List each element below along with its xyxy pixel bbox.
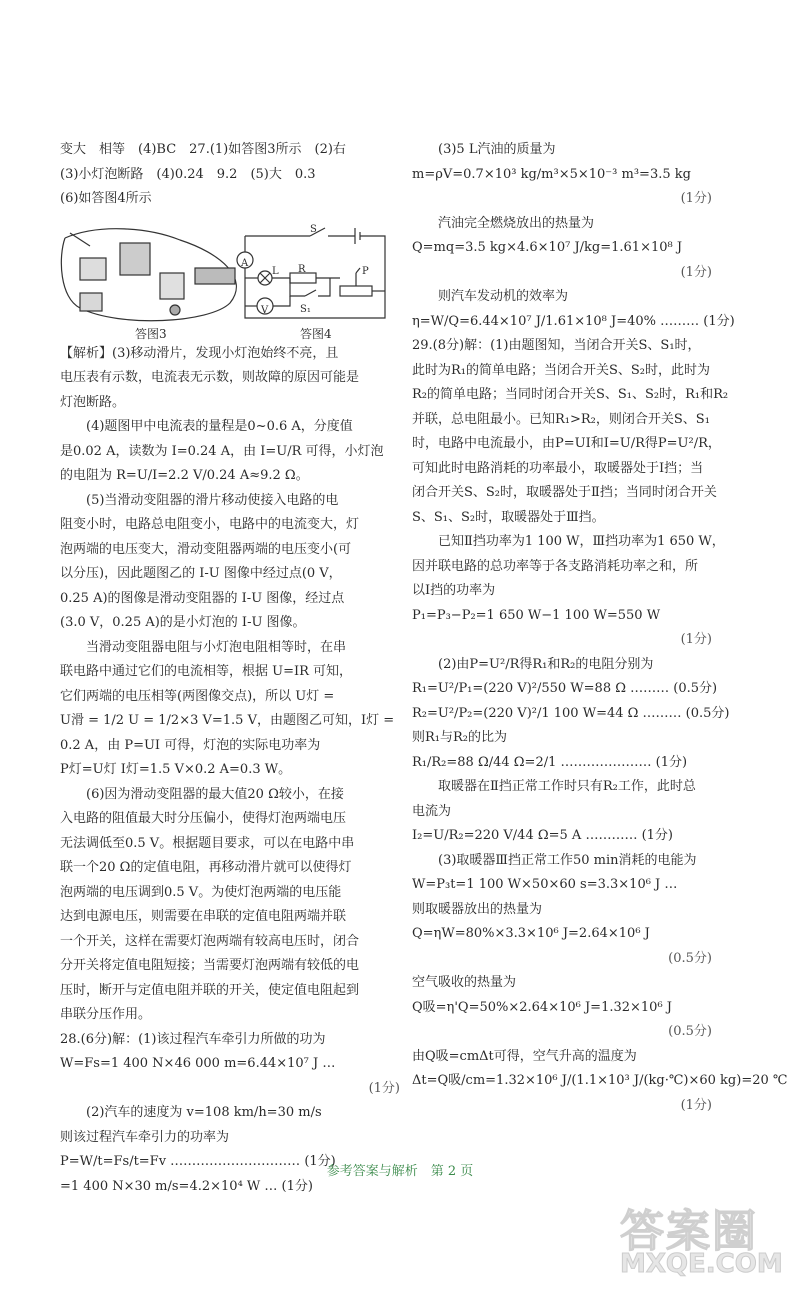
- circuit-diagrams-svg: [60, 218, 390, 338]
- text-line: 并联，总电阻最小。已知R₁>R₂，则闭合开关S、S₁: [412, 411, 710, 427]
- text-line: 此时为R₁的简单电路；当闭合开关S、S₂时，此时为: [412, 362, 711, 378]
- text-line: 时，电路中电流最小，由P=UI和I=U/R得P=U²/R，: [412, 436, 721, 451]
- text-line: Q=ηW=80%×3.3×10⁶ J=2.64×10⁶ J: [412, 926, 650, 941]
- label-ammeter: A: [241, 257, 249, 269]
- text-line: (3.0 V，0.25 A)的是小灯泡的 I-U 图像。: [60, 615, 306, 630]
- text-line: (0.5分): [668, 1024, 712, 1039]
- text-line: Q吸=η'Q=50%×2.64×10⁶ J=1.32×10⁶ J: [412, 999, 673, 1015]
- text-line: R₁/R₂=88 Ω/44 Ω=2/1 ………………… (1分): [412, 754, 688, 770]
- text-line: (1分): [680, 632, 712, 647]
- text-line: R₁=U²/P₁=(220 V)²/550 W=88 Ω ……… (0.5分): [412, 681, 718, 696]
- label-switch-s1: S₁: [300, 303, 311, 315]
- text-line: 一个开关，这样在需要灯泡两端有较高电压时，闭合: [60, 933, 360, 949]
- text-line: P=W/t=Fs/t=Fv ………………………… (1分): [60, 1154, 336, 1169]
- text-line: 泡两端的电压变大，滑动变阻器两端的电压变小(可: [60, 541, 352, 557]
- text-line: =1 400 N×30 m/s=4.2×10⁴ W … (1分): [60, 1178, 313, 1194]
- text-line: (1分): [680, 264, 712, 280]
- text-line: 压时，断开与定值电阻并联的开关，使定值电阻起到: [60, 982, 360, 998]
- text-line: 联电路中通过它们的电流相等，根据 U=IR 可知，: [60, 664, 353, 679]
- text-line: 联一个20 Ω的定值电阻，再移动滑片就可以使得灯: [60, 860, 352, 875]
- text-line: S、S₁、S₂时，取暖器处于Ⅲ挡。: [412, 509, 605, 525]
- label-lamp: L: [272, 265, 279, 277]
- text-line: 的电阻为 R=U/I=2.2 V/0.24 A≈9.2 Ω。: [60, 468, 309, 483]
- text-line: W=P₃t=1 100 W×50×60 s=3.3×10⁶ J …: [412, 877, 678, 892]
- text-line: (0.5分): [668, 950, 712, 966]
- text-line: 取暖器在Ⅱ挡正常工作时只有R₂工作，此时总: [438, 779, 696, 794]
- text-line: 是0.02 A，读数为 I=0.24 A，由 I=U/R 可得，小灯泡: [60, 443, 384, 459]
- label-resistor: R: [298, 263, 306, 275]
- text-line: 入电路的阻值最大时分压偏小，使得灯泡两端电压: [60, 811, 347, 826]
- text-line: Q=mq=3.5 kg×4.6×10⁷ J/kg=1.61×10⁸ J: [412, 240, 683, 255]
- text-line: R₂=U²/P₂=(220 V)²/1 100 W=44 Ω ……… (0.5分): [412, 705, 730, 721]
- text-line: 串联分压作用。: [60, 1007, 152, 1022]
- text-line: (1分): [680, 191, 712, 206]
- text-line: 29.(8分)解：(1)由题图知，当闭合开关S、S₁时，: [412, 338, 701, 353]
- text-line: 【解析】(3)移动滑片，发现小灯泡始终不亮，且: [60, 345, 339, 361]
- text-line: 则汽车发动机的效率为: [438, 289, 569, 304]
- text-line: η=W/Q=6.44×10⁷ J/1.61×10⁸ J=40% ……… (1分): [412, 313, 735, 329]
- text-line: W=Fs=1 400 N×46 000 m=6.44×10⁷ J …: [60, 1056, 336, 1071]
- text-line: (2)汽车的速度为 v=108 km/h=30 m/s: [86, 1105, 322, 1120]
- text-line: 因并联电路的总功率等于各支路消耗功率之和，所: [412, 558, 699, 574]
- text-line: 0.25 A)的图像是滑动变阻器的 I-U 图像，经过点: [60, 590, 345, 606]
- intro-line: 变大 相等 (4)BC 27.(1)如答图3所示 (2)右: [60, 142, 346, 157]
- text-line: P₁=P₃−P₂=1 650 W−1 100 W=550 W: [412, 607, 661, 623]
- figure-3-wiring: [61, 228, 236, 320]
- text-line: (4)题图甲中电流表的量程是0~0.6 A，分度值: [86, 419, 353, 434]
- text-line: 则该过程汽车牵引力的功率为: [60, 1129, 230, 1145]
- text-line: (3)取暖器Ⅲ挡正常工作50 min消耗的电能为: [438, 852, 697, 868]
- text-line: 可知此时电路消耗的功率最小，取暖器处于Ⅰ挡；当: [412, 460, 704, 476]
- text-line: 以分压)，因此题图乙的 I-U 图像中经过点(0 V，: [60, 566, 342, 581]
- text-line: 汽油完全燃烧放出的热量为: [438, 215, 595, 231]
- analysis-text: [60, 342, 400, 1028]
- label-slider-p: P: [362, 265, 369, 277]
- text-line: (3)5 L汽油的质量为: [438, 142, 556, 157]
- figure-3-caption: 答图3: [135, 326, 167, 341]
- text-line: 28.(6分)解：(1)该过程汽车牵引力所做的功为: [60, 1031, 326, 1047]
- page-footer: 参考答案与解析 第 2 页: [326, 1164, 474, 1179]
- watermark-logo: [620, 1195, 790, 1285]
- text-line: I₂=U/R₂=220 V/44 Ω=5 A ………… (1分): [412, 828, 673, 843]
- text-line: P灯=U灯 I灯=1.5 V×0.2 A=0.3 W。: [60, 762, 292, 777]
- text-line: 阻变小时，电路总电阻变小，电路中的电流变大，灯: [60, 517, 360, 532]
- text-line: 则R₁与R₂的比为: [412, 730, 507, 745]
- text-line: R₂的简单电路；当同时闭合开关S、S₁、S₂时，R₁和R₂: [412, 387, 729, 402]
- text-line: 无法调低至0.5 V。根据题目要求，可以在电路中串: [60, 835, 355, 851]
- text-line: 以Ⅰ挡的功率为: [412, 583, 496, 598]
- text-line: (2)由P=U²/R得R₁和R₂的电阻分别为: [438, 656, 654, 672]
- text-line: 由Q吸=cmΔt可得，空气升高的温度为: [412, 1048, 637, 1064]
- text-line: 达到电源电压，则需要在串联的定值电阻两端并联: [60, 909, 347, 924]
- text-line: 闭合开关S、S₂时，取暖器处于Ⅱ挡；当同时闭合开关: [412, 485, 717, 500]
- right-column-text: [412, 138, 788, 1118]
- figure-4-caption: 答图4: [300, 326, 332, 341]
- text-line: 0.2 A，由 P=UI 可得，灯泡的实际电功率为: [60, 737, 321, 753]
- text-line: 灯泡断路。: [60, 394, 126, 410]
- text-line: U滑 = 1/2 U = 1/2×3 V=1.5 V，由题图乙可知，I灯 =: [60, 713, 395, 728]
- text-line: 电流为: [412, 803, 452, 819]
- label-voltmeter: V: [261, 304, 269, 316]
- intro-line: (3)小灯泡断路 (4)0.24 9.2 (5)大 0.3: [60, 166, 316, 182]
- text-line: 已知Ⅱ挡功率为1 100 W，Ⅲ挡功率为1 650 W，: [438, 534, 725, 549]
- watermark-title: 答案圈: [620, 1206, 758, 1257]
- watermark-url: MXQE.COM: [620, 1249, 783, 1279]
- text-line: (5)当滑动变阻器的滑片移动使接入电路的电: [86, 492, 339, 508]
- text-line: Δt=Q吸/cm=1.32×10⁶ J/(1.1×10³ J/(kg·℃)×60 kg)=20 ℃: [412, 1073, 788, 1088]
- text-line: 则取暖器放出的热量为: [412, 901, 543, 917]
- text-line: 空气吸收的热量为: [412, 975, 517, 990]
- text-line: (1分): [368, 1080, 400, 1096]
- text-line: (6)因为滑动变阻器的最大值20 Ω较小，在接: [86, 786, 344, 802]
- intro-line: (6)如答图4所示: [60, 191, 152, 206]
- left-column: [60, 138, 400, 1199]
- text-line: 泡两端的电压调到0.5 V。为使灯泡两端的电压能: [60, 884, 342, 900]
- text-line: m=ρV=0.7×10³ kg/m³×5×10⁻³ m³=3.5 kg: [412, 166, 691, 182]
- text-line: 分开关将定值电阻短接；当需要灯泡两端有较低的电: [60, 958, 360, 973]
- circuit-figures: [60, 218, 400, 341]
- text-line: (1分): [680, 1097, 712, 1113]
- text-line: 电压表有示数，电流表无示数，则故障的原因可能是: [60, 370, 360, 385]
- text-line: 它们两端的电压相等(两图像交点)，所以 U灯 =: [60, 688, 335, 704]
- text-line: 当滑动变阻器电阻与小灯泡电阻相等时，在串: [86, 639, 347, 655]
- right-column: [412, 138, 788, 1118]
- label-switch-s: S: [310, 223, 317, 235]
